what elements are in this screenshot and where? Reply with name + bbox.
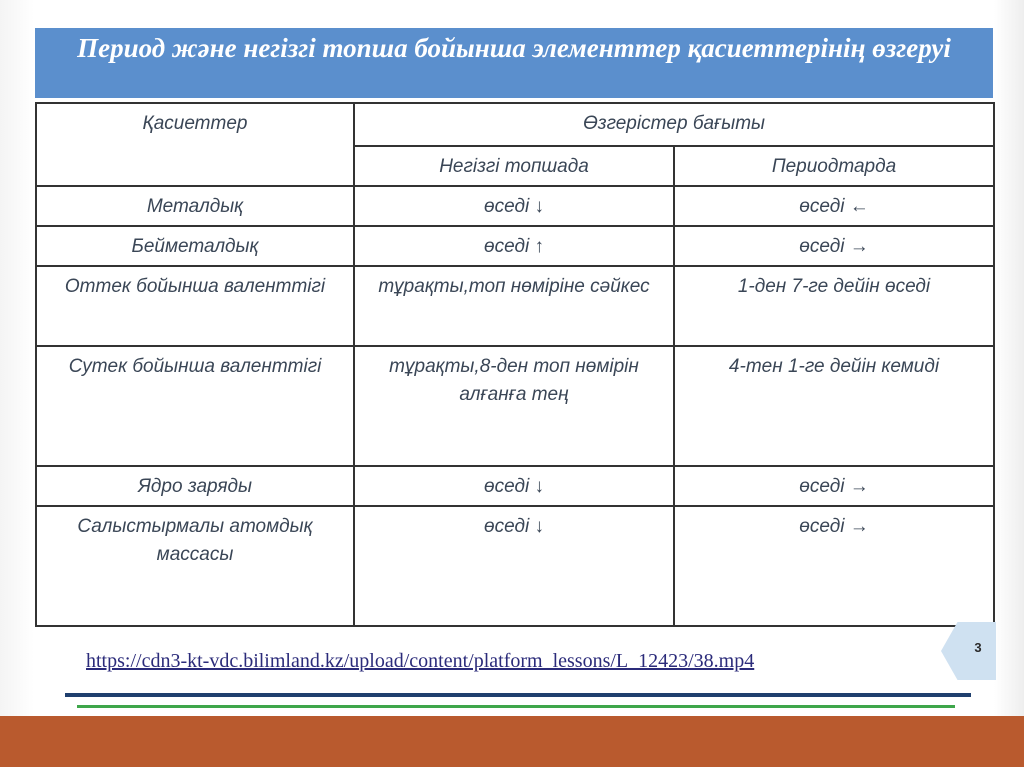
header-period: Периодтарда [674, 146, 994, 186]
row-group-change: өседі ↓ [354, 186, 674, 226]
header-group: Негізгі топшада [354, 146, 674, 186]
header-direction: Өзгерістер бағыты [354, 103, 994, 146]
row-property: Оттек бойынша валенттігі [36, 266, 354, 346]
table-row [36, 506, 994, 626]
properties-table [35, 102, 995, 627]
table-row [36, 346, 994, 466]
row-group-change: тұрақты,8-ден топ нөмірін алғанға тең [354, 346, 674, 466]
row-period-change: 1-ден 7-ге дейін өседі [674, 266, 994, 346]
slide-title: Период және негізгі топша бойынша элементтер қасиеттерінің өзгеруі [35, 28, 993, 98]
divider-green [77, 705, 955, 708]
row-period-change: өседі ← [674, 186, 994, 226]
row-period-change: өседі → [674, 466, 994, 506]
left-shadow [0, 0, 34, 718]
page-number: 3 [974, 640, 982, 655]
table-row [36, 266, 994, 346]
bottom-bar [0, 716, 1024, 767]
table-row [36, 226, 994, 266]
row-group-change: өседі ↓ [354, 506, 674, 626]
source-link[interactable]: https://cdn3-kt-vdc.bilimland.kz/upload/content/platform_lessons/L_12423/38.mp4 [86, 650, 755, 672]
table-row [36, 466, 994, 506]
divider-blue [65, 693, 971, 697]
row-period-change: 4-тен 1-ге дейін кемиді [674, 346, 994, 466]
row-period-change: өседі → [674, 226, 994, 266]
row-property: Салыстырмалы атомдық массасы [36, 506, 354, 626]
row-property: Ядро заряды [36, 466, 354, 506]
row-group-change: өседі ↓ [354, 466, 674, 506]
row-property: Бейметалдық [36, 226, 354, 266]
row-group-change: өседі ↑ [354, 226, 674, 266]
row-property: Сутек бойынша валенттігі [36, 346, 354, 466]
right-shadow [994, 0, 1024, 718]
row-period-change: өседі → [674, 506, 994, 626]
row-group-change: тұрақты,топ нөміріне сәйкес [354, 266, 674, 346]
header-row [36, 103, 994, 146]
row-property: Металдық [36, 186, 354, 226]
header-properties: Қасиеттер [36, 103, 354, 186]
table-row [36, 186, 994, 226]
